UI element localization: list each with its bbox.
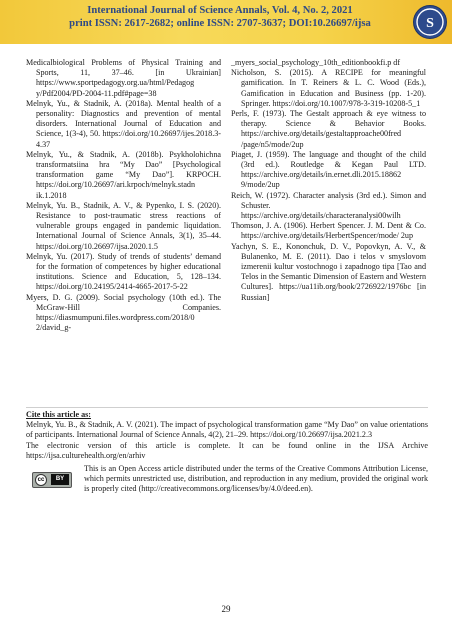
by-label: BY (51, 474, 69, 485)
reference-entry: Thomson, J. A. (1906). Herbert Spencer. J. M. Dent & Co. https://archive.org/details/HerbertSpencer/mode/ 2up (231, 221, 426, 241)
reference-entry: Melnyk, Yu. B., Stadnik, A. V., & Pypenko, I. S. (2020). Resistance to post-traumatic stress reactions of vulnerable groups engaged in pandemic liquidation. International Journal of Science Annals, 3(1), 35–44. https://doi.org/10.26697/ijsa.2020.1.5 (26, 200, 221, 251)
cite-title: Cite this article as: (26, 410, 91, 419)
reference-entry: Nicholson, S. (2015). A RECIPE for meaningful gamification. In T. Reiners & L. C. Wood (Eds.), Gamification in Education and Business (pp. 1-20). Springer. https://doi.org/10.1007/978-3-319-10208-5_1 (231, 68, 426, 108)
journal-issn-line: print ISSN: 2617-2682; online ISSN: 2707-3637; DOI:10.26697/ijsa (69, 18, 371, 29)
license-text: This is an Open Access article distributed under the terms of the Creative Commons Attribution License, which permits unrestricted use, distribution, and reproduction in any medium, provided the original work is properly cited (http://creativecommons.org/licenses/by/4.0/deed.en). (84, 464, 428, 494)
reference-entry: Perls, F. (1973). The Gestalt approach & eye witness to therapy. Science & Behavior Books. https://archive.org/details/gestaltapproache00fred /page/n5/mode/2up (231, 109, 426, 149)
journal-logo-icon (413, 5, 447, 39)
svg-text:S: S (426, 16, 434, 31)
cite-body: Melnyk, Yu. B., & Stadnik, A. V. (2021). The impact of psychological transformation game “My Dao” on value orientations of participants. International Journal of Science Annals, 4(2), 21–29. https://doi.org/10.26697/ijsa.2021.2.3 (26, 420, 428, 440)
references-right-column (231, 58, 426, 303)
journal-header-banner (0, 0, 452, 44)
electronic-version-note: The electronic version of this article is complete. It can be found online in the IJSA Archive https://ijsa.culturehealth.org/en/arhiv (26, 440, 428, 460)
reference-entry: _myers_social_psychology_10th_editionbookfi.p df (231, 58, 401, 67)
reference-entry: Reich, W. (1972). Character analysis (3rd ed.). Simon and Schuster. https://archive.org/details/characteranalysi00wilh (231, 190, 426, 221)
citation-block (26, 410, 428, 461)
reference-entry: Yachyn, S. E., Kononchuk, D. V., Popovkyn, A. V., & Bulanenko, M. E. (2011). Dao i telos v smyslovom izmerenii kultur vostochnogo i zapadnogo tipa [Tao and Telos in the Semantic Dimension of Eastern and Western Cultures]. https://ua11ib.org/book/2726922/1976bc [in Russian] (231, 241, 426, 302)
journal-header (30, 4, 410, 30)
reference-entry: Piaget, J. (1959). The language and thought of the child (3rd ed.). Routledge & Kegan Paul LTD. https://archive.org/details/in.ernet.dli.2015.18862 9/mode/2up (231, 149, 426, 190)
reference-entry: Melnyk, Yu., & Stadnik, A. (2018a). Mental health of a personality: Diagnostics and prevention of mental disorders. International Journal of Education and Science, 1(3-4), 50. https://doi.org/10.26697/ijes.2018.3-4.37 (26, 98, 221, 149)
cc-by-badge-icon[interactable] (32, 472, 72, 488)
section-divider (26, 407, 428, 408)
reference-entry: Myers, D. G. (2009). Social psychology (10th ed.). The McGraw-Hill Companies. https://diasmumpuni.files.wordpress.com/2018/0 2/david_g- (26, 292, 221, 333)
reference-entry: Melnyk, Yu. (2017). Study of trends of students’ demand for the formation of competences by higher educational institutions. Science and Education, 5, 128–134. https://doi.org/10.24195/2414-4665-2017-5-22 (26, 251, 221, 292)
cc-label: cc (35, 474, 47, 486)
journal-title-line: International Journal of Science Annals, Vol. 4, No. 2, 2021 (87, 5, 353, 16)
reference-entry: Melnyk, Yu., & Stadnik, A. (2018b). Psykholohichna transformatsiina hra “My Dao” [Psychological transformation game “My Dao”]. KRPOCH. https://doi.org/10.26697/ari.krpoch/melnyk.stadn ik.1.2018 (26, 149, 221, 200)
references-left-column (26, 58, 221, 333)
reference-entry: Medicalbiological Problems of Physical Training and Sports, 11, 37–46. [in Ukrainian] https://www.sportpedagogy.org.ua/html/Pedagog y/Pdf2004/PD-2004-11.pdf#page=38 (26, 58, 221, 98)
page-number: 29 (221, 604, 231, 614)
